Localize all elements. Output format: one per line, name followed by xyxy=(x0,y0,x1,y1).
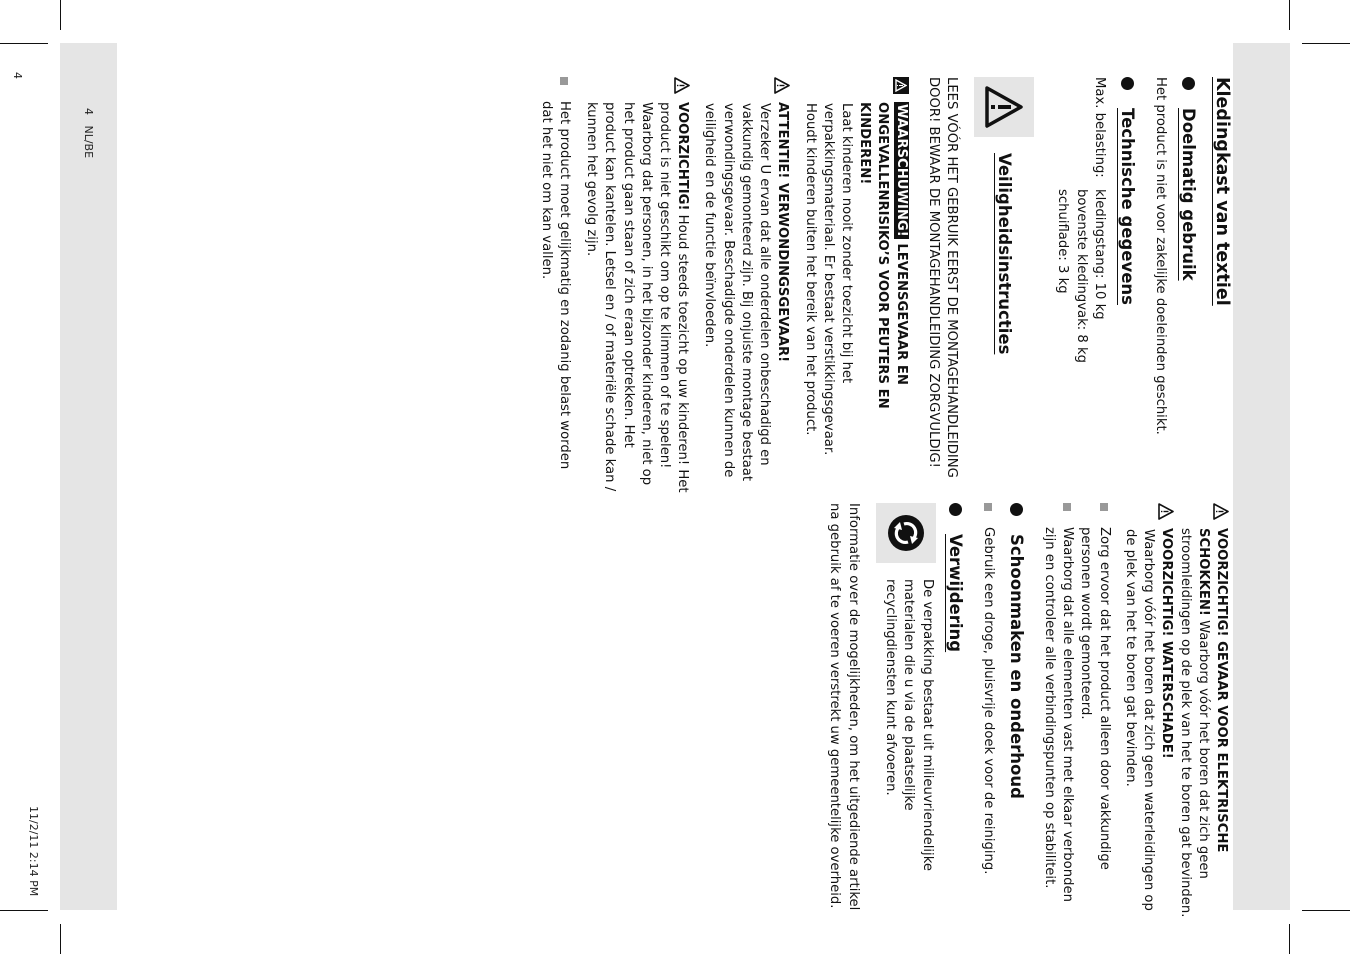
attentie-heading: ATTENTIE! VERWONDINGSGEVAAR! xyxy=(775,102,791,363)
section-heading-schoonmaken: Schoonmaken en onderhoud xyxy=(1007,503,1026,919)
crop-mark xyxy=(1289,924,1290,954)
warning-voorzichtig xyxy=(582,77,691,493)
disposal-info: Informatie over de mogelijkheden, om het uitgediende artikel na gebruik af te voeren verstrekt uw gemeentelijke overheid. xyxy=(827,503,861,911)
section-heading-doelmatig: Doelmatig gebruik xyxy=(1180,77,1199,493)
packaging-text: De verpakking bestaat uit milieuvriendelijke materialen die u via de plaatselijke recyclingdiensten kunt afvoeren. xyxy=(883,579,935,871)
header-band xyxy=(1233,43,1290,910)
left-column xyxy=(116,77,1230,493)
list-item: Zorg ervoor dat het product alleen door vakkundige personen wordt gemonteerd. xyxy=(1076,503,1112,919)
bullet-dot-icon xyxy=(1010,503,1023,516)
bullet-square-icon xyxy=(1063,503,1071,511)
tech-value: schuiflade: 3 kg xyxy=(1054,189,1070,294)
section-heading-verwijdering: Verwijdering xyxy=(946,503,965,919)
warning-icon xyxy=(1213,503,1229,520)
slug-page-number: 4 xyxy=(11,72,24,79)
tech-value: bovenste kledingvak: 8 kg xyxy=(1073,189,1089,363)
page-title: Kledingkast van textiel xyxy=(1212,77,1232,306)
warning-highlight: WAARSCHUWING! xyxy=(893,104,909,237)
tech-label: Max. belasting: xyxy=(1092,77,1108,178)
bullet-square-icon xyxy=(984,503,992,511)
footer-band xyxy=(60,43,117,910)
warning-icon xyxy=(893,77,909,94)
water-heading: VOORZICHTIG! WATERSCHADE! xyxy=(1159,528,1175,759)
section-heading-veiligheid: Veiligheidsinstructies xyxy=(974,77,1034,493)
warning-elektrisch xyxy=(1175,503,1230,919)
warning-children: WAARSCHUWING! LEVENSGEVAAR EN ONGEVALLENRISIKO’S VOOR PEUTERS EN KINDEREN! xyxy=(855,77,910,493)
tech-values xyxy=(1052,189,1108,363)
crop-mark xyxy=(60,924,61,954)
list-item: Waarborg dat alle elementen vast met elkaar verbonden zijn en controleer alle verbindingspunten op stabiliteit. xyxy=(1040,503,1076,919)
list-item: Het product moet gelijkmatig en zodanig belast worden dat het niet om kan vallen. xyxy=(536,77,572,493)
warning-icon xyxy=(674,77,690,94)
warning-children-body: Laat kinderen nooit zonder toezicht bij het verpakkingsmateriaal. Er bestaat verstikkingsgevaar. Houdt kinderen buiten het bereik van het product. xyxy=(802,103,854,456)
slug-date-time: 11/2/11 2:14 PM xyxy=(27,806,40,897)
voorzichtig-body: Houd steeds toezicht op uw kinderen! Het product is niet geschikt om op te klimmen of te spelen! Waarborg dat personen, in het bijzonder kinderen, niet op het product gaan staan of zich eraan optrekken. Het product kan kantelen. Letsel en / of materiële schade kan / kunnen het gevolg zijn. xyxy=(584,102,691,493)
elektrisch-body: Waarborg vóór het boren dat zich geen stroomleidingen op de plek van het te boren gat bevinden. xyxy=(1177,528,1211,918)
elektrisch-heading: VOORZICHTIG! GEVAAR VOOR ELEKTRISCHE SCHOKKEN! xyxy=(1195,528,1229,853)
footer-page-label: 4 NL/BE xyxy=(82,108,95,159)
warning-water xyxy=(1157,503,1175,919)
right-column xyxy=(116,503,1230,919)
warning-triangle-icon xyxy=(974,77,1034,137)
warning-icon xyxy=(1158,503,1174,520)
bullet-dot-icon xyxy=(1183,77,1196,90)
packaging-recycling xyxy=(876,503,936,919)
attentie-body: Verzeker U ervan dat alle onderdelen onbeschadigd en vakkundig gemonteerd zijn. Bij onjuiste montage bestaat verwondingsgevaar. Beschadigde onderdelen kunnen de veiligheid en de functie beïnvloeden. xyxy=(702,103,773,482)
bullet-dot-icon xyxy=(949,503,962,516)
bullet-square-icon xyxy=(1100,503,1108,511)
crop-mark xyxy=(0,43,48,44)
crop-mark xyxy=(1289,0,1290,30)
crop-mark xyxy=(60,0,61,30)
bullet-dot-icon xyxy=(1121,77,1134,90)
crop-mark xyxy=(1302,43,1350,44)
read-instructions-notice: LEES VÓÓR HET GEBRUIK EERST DE MONTAGEHANDLEIDING DOOR! BEWAAR DE MONTAGEHANDLEIDING ZORGVULDIG! xyxy=(925,77,960,478)
list-item: Gebruik een droge, pluisvrije doek voor de reiniging. xyxy=(979,503,997,919)
crop-mark xyxy=(0,910,48,911)
tech-specs xyxy=(1052,77,1108,493)
page-content xyxy=(116,43,1232,918)
crop-mark xyxy=(1302,910,1350,911)
recycling-icon xyxy=(876,503,936,563)
doelmatig-body: Het product is niet voor zakelijke doeleinden geschikt. xyxy=(1153,77,1169,435)
section-heading-technisch: Technische gegevens xyxy=(1118,77,1137,493)
warning-attentie xyxy=(773,77,791,493)
water-body: Waarborg vóór het boren dat zich geen waterleidingen op de plek van het te boren gat bevinden. xyxy=(1122,529,1157,911)
warning-icon xyxy=(774,77,790,94)
voorzichtig-heading: VOORZICHTIG! xyxy=(675,102,691,211)
tech-value: kledingstang: 10 kg xyxy=(1092,189,1108,320)
bullet-square-icon xyxy=(560,77,568,85)
